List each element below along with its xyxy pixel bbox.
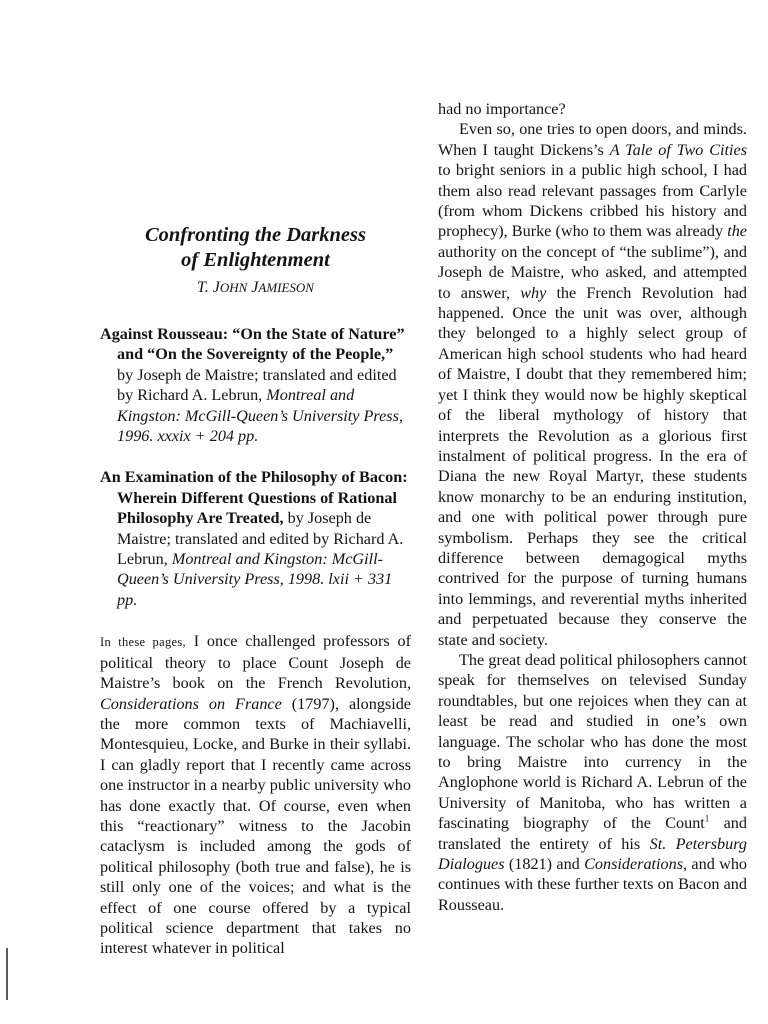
- paragraph-3-text-d: (1821) and: [504, 855, 585, 874]
- author-last-rest: AMIESON: [258, 280, 314, 295]
- paragraph-3-text-a: The great dead political philosophers cannot speak for themselves on televised Sunday roundtables, but one rejoices when they can at least be read and studied in one’s own language. The scholar who has done the most to bring Maistre into currency in the Anglophone world is Richard A. Lebrun of the University of Manitoba, who has written a fascinating biography of the Count: [438, 650, 747, 833]
- title-line-1: Confronting the Darkness: [144, 224, 366, 246]
- author-initial: T. J: [197, 279, 220, 296]
- review-1-publisher: Montreal and Kingston: McGill-Queen’s University Press, 1996. xxxix + 204 pp.: [117, 386, 403, 446]
- footnote-marker: 1: [704, 813, 710, 824]
- scan-margin-mark: [6, 948, 8, 1000]
- review-1-title: Against Rousseau: “On the State of Nature” and “On the Sovereignty of the People,”: [100, 325, 405, 364]
- paragraph-1: [100, 631, 411, 959]
- review-2-title: An Examination of the Philosophy of Bacon: Wherein Different Questions of Rational Philosophy Are Treated,: [100, 468, 408, 528]
- paragraph-1-lead: In these pages,: [100, 635, 186, 650]
- review-entry-2: [100, 467, 411, 610]
- review-2-publisher: Montreal and Kingston: McGill-Queen’s University Press, 1998. lxii + 331 pp.: [117, 550, 393, 609]
- review-entry-1: [100, 324, 411, 446]
- author-byline: [100, 278, 411, 298]
- title-line-2: of Enlightenment: [181, 248, 330, 271]
- paragraph-2-title-italic: A Tale of Two Cities: [609, 140, 747, 159]
- article-title: [100, 223, 411, 272]
- review-2-byline: by Joseph de Maistre; translated and edited by Richard A. Lebrun,: [117, 509, 404, 569]
- author-first-rest: OHN: [219, 280, 248, 295]
- paragraph-1-text-c: (1797), alongside the more common texts of Machiavelli, Montesquieu, Locke, and Burke in their syllabi. I can gladly report that I recently came across one instructor in a nearby public university who has done exactly that. Of course, even when this “reactionary” witness to the Jacobin cataclysm is included among the gods of political philosophy (both true and false), he is still only one of the voices; and what is the effect of one course offered by a typical political science department that takes no interest whatever in political: [100, 694, 411, 958]
- right-column: [438, 99, 747, 915]
- paragraph-3-text-b: and translated the entirety of his: [438, 814, 747, 853]
- paragraph-3-text-f: , and who continues with these further texts on Bacon and Rousseau.: [438, 855, 748, 914]
- paragraph-3-title-dialogues: St. Petersburg Dialogues: [438, 834, 747, 874]
- review-1-byline: by Joseph de Maistre; translated and edited by Richard A. Lebrun,: [117, 365, 397, 405]
- paragraph-2-text-g: the French Revolution had happened. Once the unit was over, although they belonged to a highly select group of American high school students who had heard of Maistre, I doubt that they remembered him; yet I think they would now be highly skeptical of the liberal mythology of history that interprets the Revolution as a glorious first instalment of political progress. In the era of Diana the new Royal Martyr, these students know monarchy to be an enduring institution, and one with political power through pure symbolism. Perhaps they see the critical difference between demagogical myths contrived for the purpose of turning humans into lemmings, and reverential myths inherited and perpetuated because they conserve the state and society.: [438, 283, 747, 649]
- paragraph-3-title-considerations: Considerations: [584, 855, 684, 874]
- author-last-initial: J: [251, 279, 259, 296]
- paragraph-1-text-a: I once challenged professors of political theory to place Count Joseph de Maistre’s book on the French Revolution,: [100, 632, 411, 693]
- paragraph-2-emphasis-why: why: [520, 283, 547, 302]
- paragraph-2-text-e: authority on the concept of “the sublime”), and Joseph de Maistre, who asked, and attempted to answer,: [438, 242, 747, 302]
- paragraph-2-emphasis-the: the: [727, 222, 747, 241]
- paragraph-1-continued: had no importance?: [438, 100, 566, 118]
- paragraph-2-text-c: to bright seniors in a public high school, I had them also read relevant passages from Carlyle (from whom Dickens cribbed his history and prophecy), Burke (who to them was already: [438, 161, 747, 241]
- paragraph-1-title-italic: Considerations on France: [100, 694, 282, 713]
- paragraph-2-text-a: Even so, one tries to open doors, and minds. When I taught Dickens’s: [438, 120, 747, 159]
- paragraph-3: [438, 650, 747, 915]
- paragraph-2: [438, 119, 747, 650]
- left-column: [100, 223, 411, 959]
